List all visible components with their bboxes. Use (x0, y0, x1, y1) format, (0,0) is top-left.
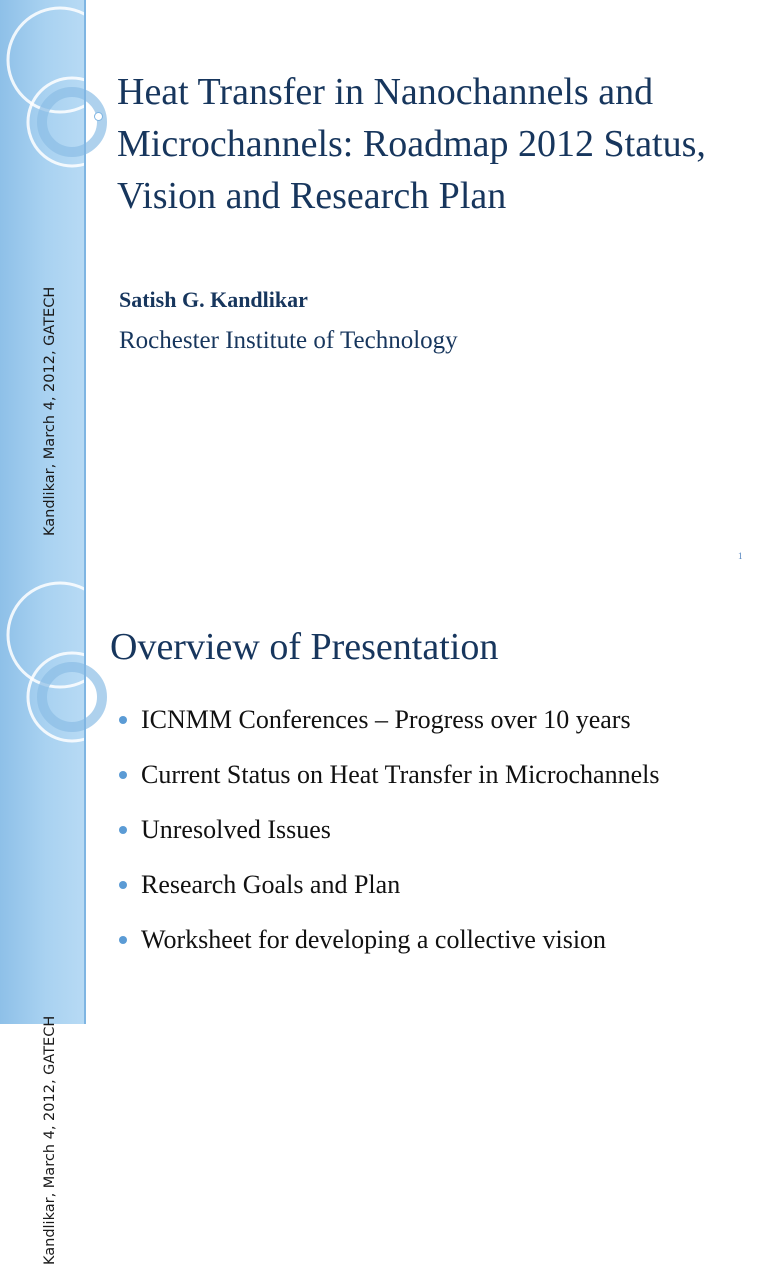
decorative-arcs-icon (0, 575, 84, 1024)
title-slide (0, 0, 768, 575)
decorative-side-band (0, 575, 84, 1024)
bullet-text: Research Goals and Plan (141, 870, 401, 899)
bullet-item (117, 812, 659, 867)
bullet-icon (119, 881, 127, 889)
slide-footer: Kandlikar, March 4, 2012, GATECH (42, 1015, 58, 1265)
side-band-edge (84, 0, 86, 575)
bullet-item (117, 922, 659, 977)
slide-title: Overview of Presentation (110, 626, 499, 668)
bullet-item (117, 867, 659, 922)
bullet-item (117, 702, 659, 757)
bullet-text: Unresolved Issues (141, 815, 331, 844)
slide-footer: Kandlikar, March 4, 2012, GATECH (42, 286, 58, 536)
bullet-item (117, 757, 659, 812)
bullet-icon (119, 771, 127, 779)
bullet-list (117, 702, 659, 977)
bullet-icon (119, 936, 127, 944)
bullet-text: Current Status on Heat Transfer in Microchannels (141, 760, 660, 789)
bullet-text: Worksheet for developing a collective vision (141, 925, 607, 954)
slide-number: 1 (738, 551, 743, 561)
bullet-icon (119, 826, 127, 834)
slide-title: Heat Transfer in Nanochannels and Microchannels: Roadmap 2012 Status, Vision and Research Plan (117, 71, 706, 217)
side-band-edge (84, 575, 86, 1024)
bullet-icon (119, 716, 127, 724)
author-name: Satish G. Kandlikar (119, 287, 308, 312)
decorative-circle-icon (94, 112, 103, 121)
author-affiliation: Rochester Institute of Technology (119, 327, 458, 354)
overview-slide (0, 575, 768, 1265)
bullet-text: ICNMM Conferences – Progress over 10 years (141, 705, 631, 734)
